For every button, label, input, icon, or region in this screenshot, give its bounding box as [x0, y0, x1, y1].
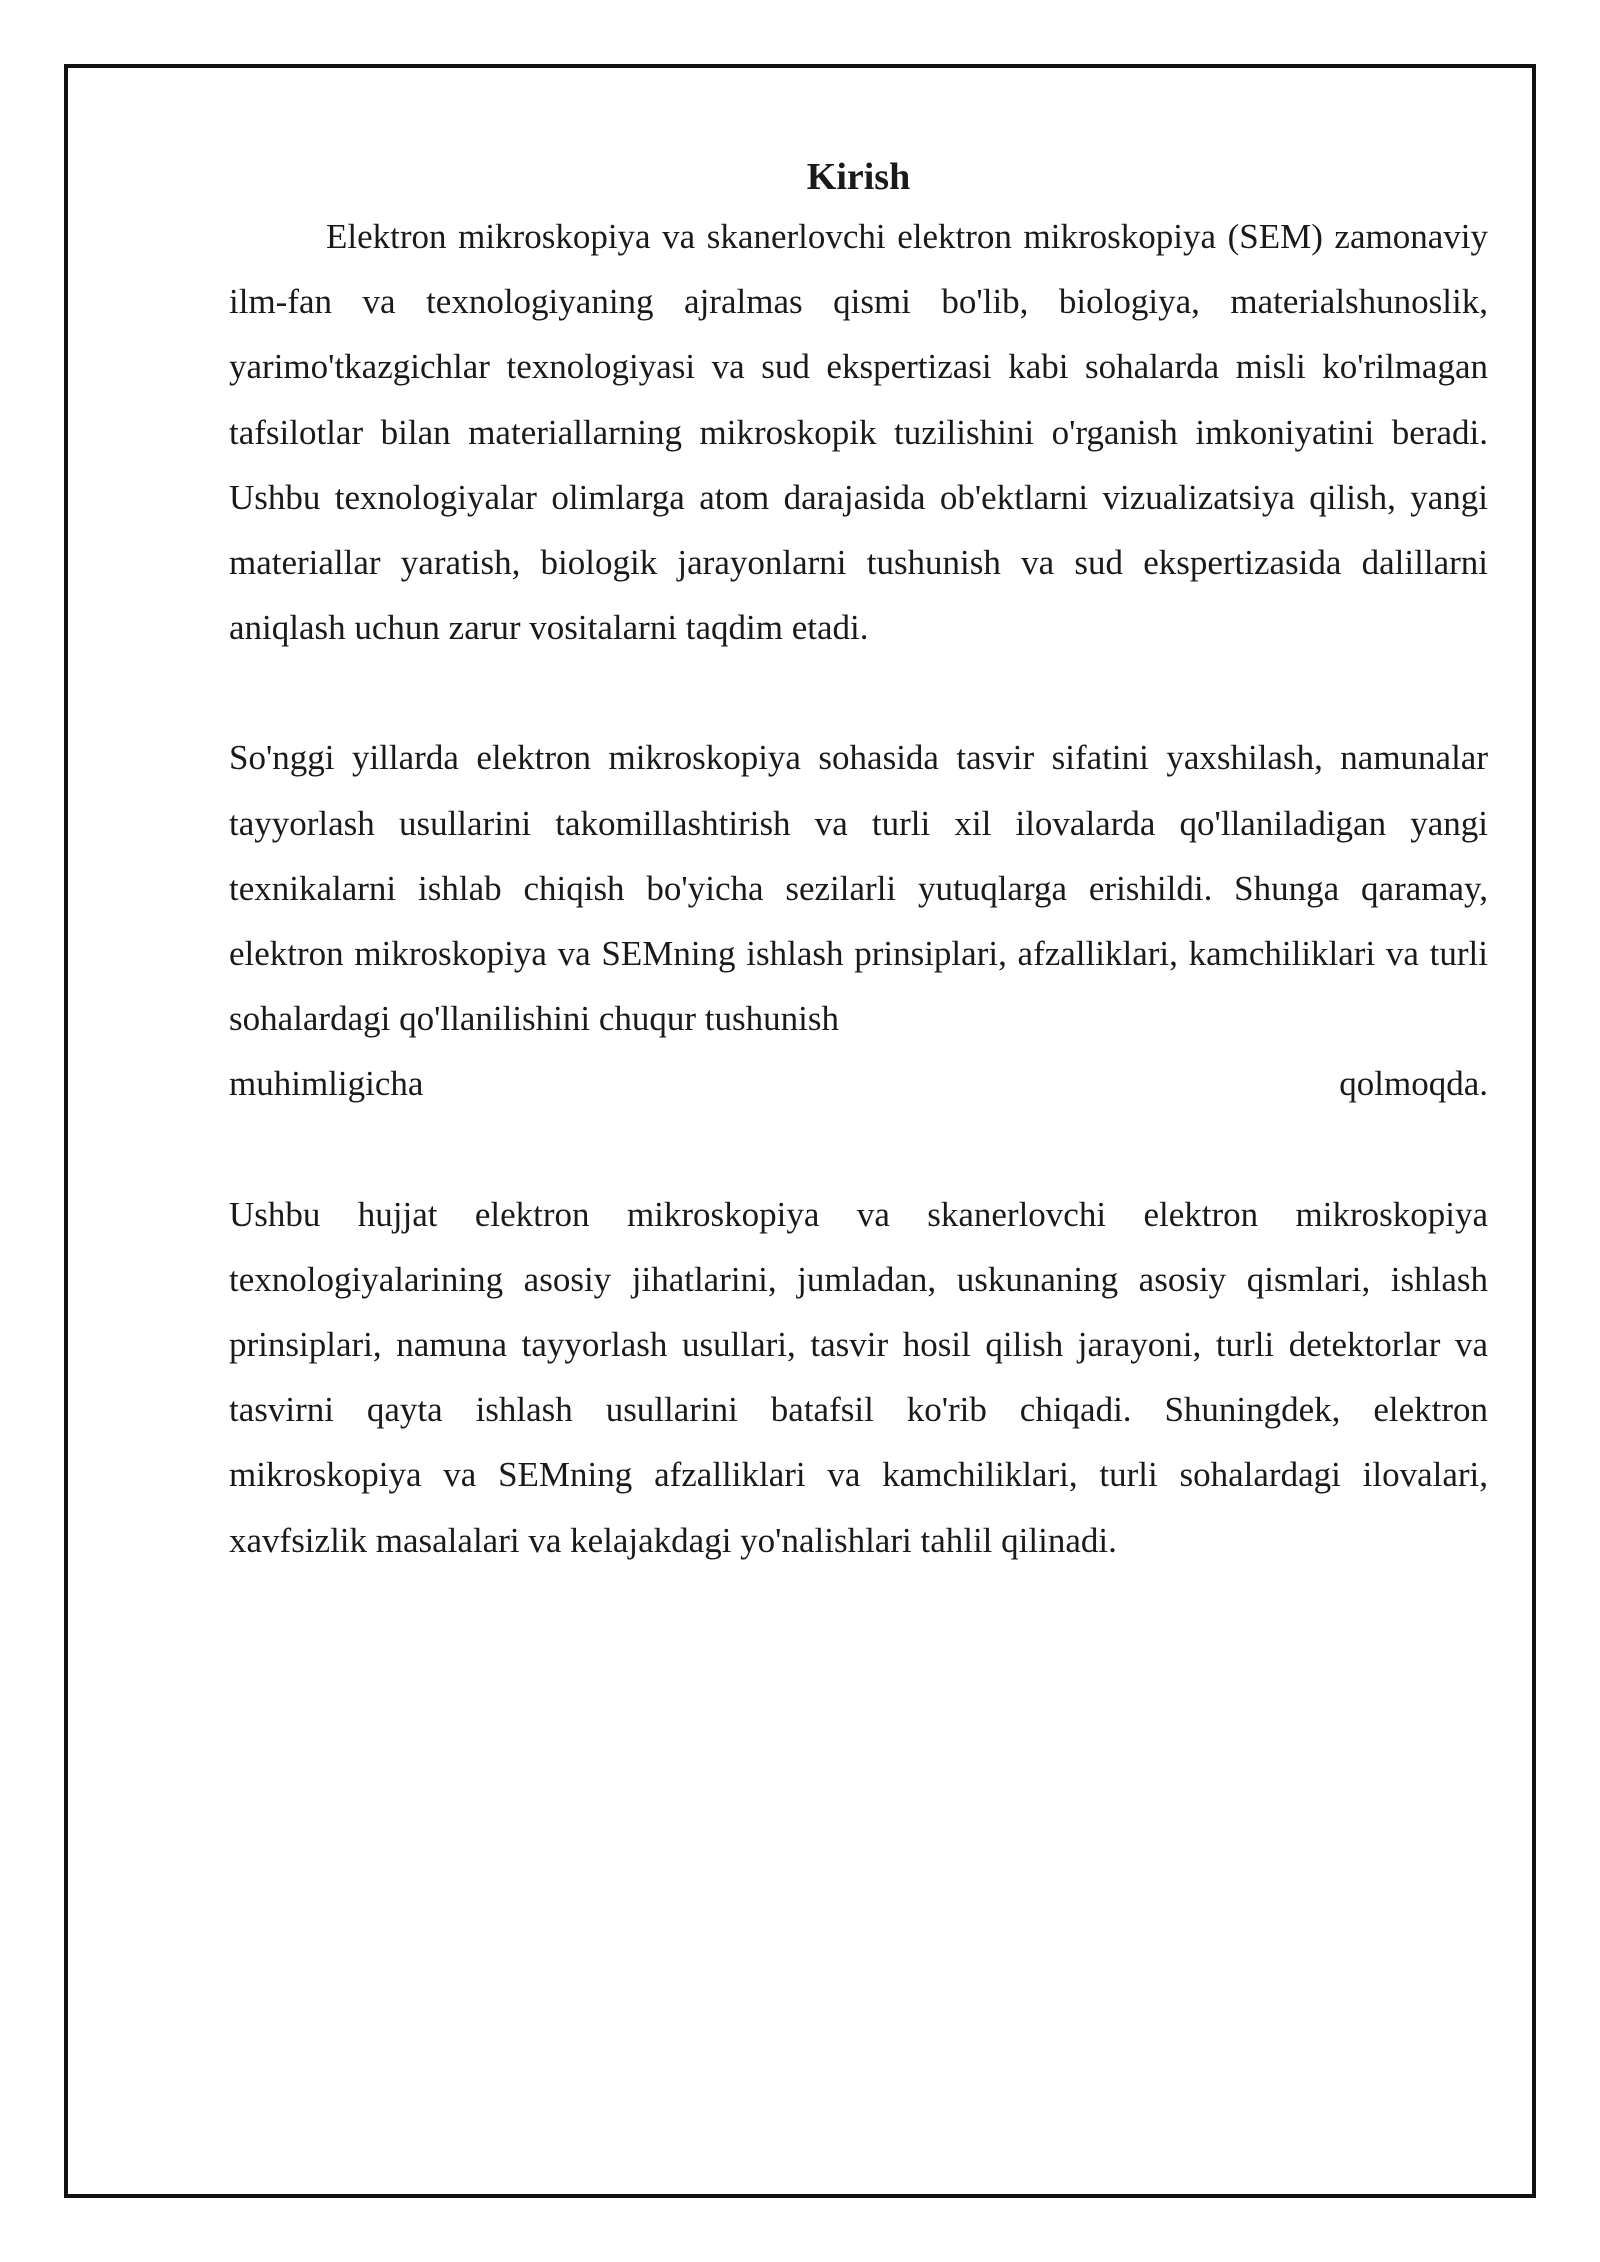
document-body [229, 150, 1488, 1573]
paragraph-spacer [229, 1117, 1488, 1182]
document-title: Kirish [806, 156, 911, 198]
paragraph-spacer [229, 660, 1488, 725]
paragraph-progress [229, 725, 1488, 1116]
paragraph-progress-last-line: muhimligicha qolmoqda. [229, 1064, 1488, 1104]
paragraph-intro: Elektron mikroskopiya va skanerlovchi elektron mikroskopiya (SEM) zamonaviy ilm-fan va texnologiyaning ajralmas qismi bo'lib, biologiya, materialshunoslik, yarimo'tkazgichlar texnologiyasi va sud ekspertizasi kabi sohalarda misli ko'rilmagan tafsilotlar bilan materiallarning mikroskopik tuzilishini o'rganish imkoniyatini beradi. Ushbu texnologiyalar olimlarga atom darajasida ob'ektlarni vizualizatsiya qilish, yangi materiallar yaratish, biologik jarayonlarni tushunish va sud ekspertizasida dalillarni aniqlash uchun zarur vositalarni taqdim etadi. [229, 217, 1488, 648]
paragraph-scope: Ushbu hujjat elektron mikroskopiya va skanerlovchi elektron mikroskopiya texnologiyalarining asosiy jihatlarini, jumladan, uskunaning asosiy qismlari, ishlash prinsiplari, namuna tayyorlash usullari, tasvir hosil qilish jarayoni, turli detektorlar va tasvirni qayta ishlash usullarini batafsil ko'rib chiqadi. Shuningdek, elektron mikroskopiya va SEMning afzalliklari va kamchiliklari, turli sohalardagi ilovalari, xavfsizlik masalalari va kelajakdagi yo'nalishlari tahlil qilinadi. [229, 1194, 1488, 1560]
paragraph-progress-text: So'nggi yillarda elektron mikroskopiya sohasida tasvir sifatini yaxshilash, namunalar tayyorlash usullarini takomillashtirish va turli xil ilovalarda qo'llaniladigan yangi texnikalarni ishlab chiqish bo'yicha sezilarli yutuqlarga erishildi. Shunga qaramay, elektron mikroskopiya va SEMning ishlash prinsiplari, afzalliklari, kamchiliklari va turli sohalardagi qo'llanilishini chuqur tushunish [229, 738, 1488, 1039]
